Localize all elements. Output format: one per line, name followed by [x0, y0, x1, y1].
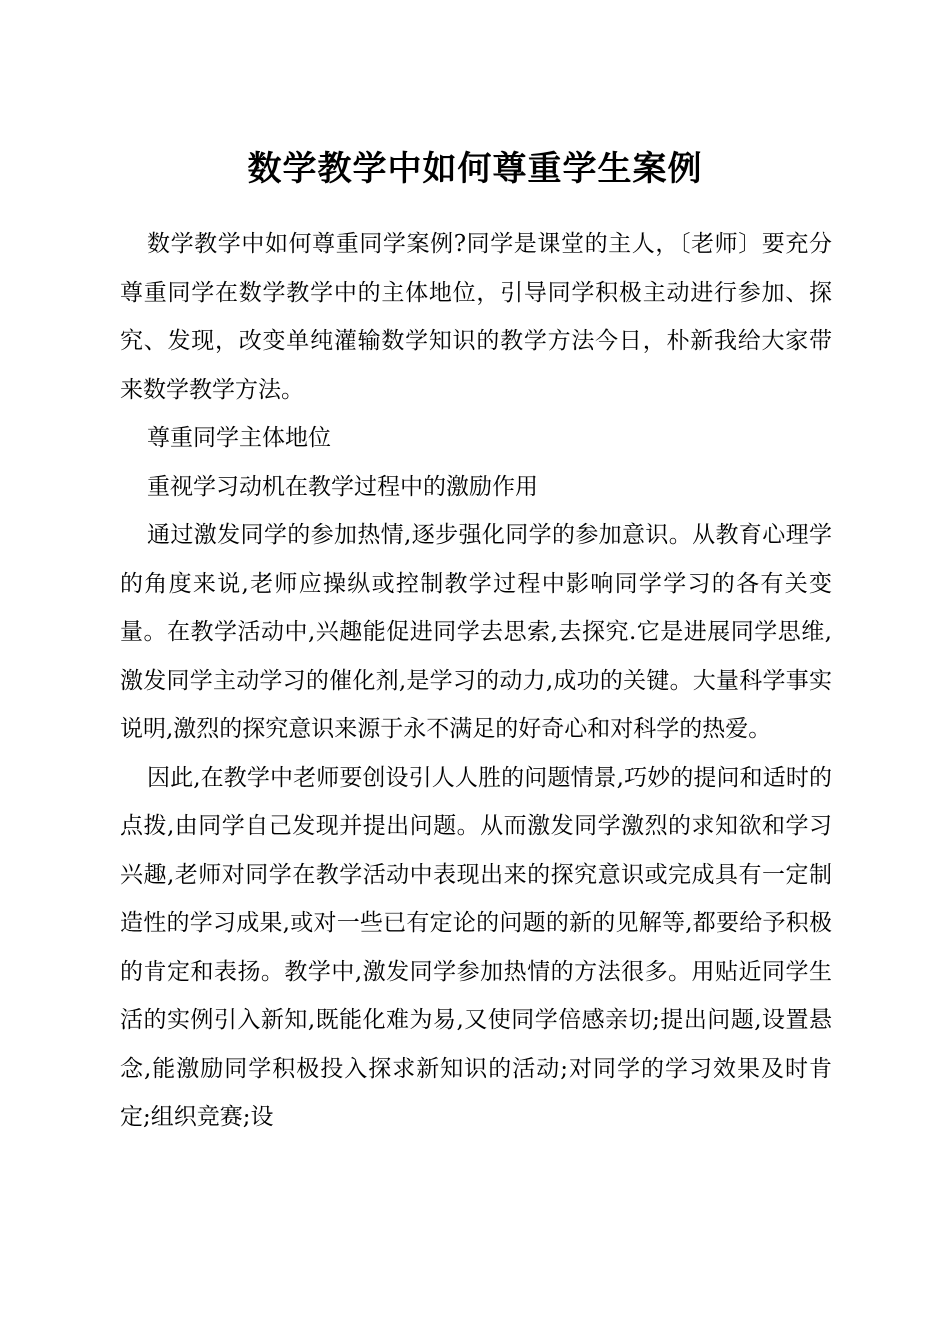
- paragraph-motivation: 通过激发同学的参加热情,逐步强化同学的参加意识。从教育心理学的角度来说,老师应操纵或控制教学过程中影响同学学习的各有关变量。在教学活动中,兴趣能促进同学去思索,去探究.它是进展同学思维,激发同学主动学习的催化剂,是学习的动力,成功的关键。大量科学事实说明,激烈的探究意识来源于永不满足的好奇心和对科学的热爱。: [120, 522, 832, 742]
- paragraph-methods: 因此,在教学中老师要创设引人人胜的问题情景,巧妙的提问和适时的点拨,由同学自己发现并提出问题。从而激发同学激烈的求知欲和学习兴趣,老师对同学在教学活动中表现出来的探究意识或完成具有一定制造性的学习成果,或对一些已有定论的问题的新的见解等,都要给予积极的肯定和表扬。教学中,激发同学参加热情的方法很多。用贴近同学生活的实例引入新知,既能化难为易,又使同学倍感亲切;提出问题,设置悬念,能激励同学积极投入探求新知识的活动;对同学的学习效果及时肯定;组织竞赛;设: [120, 764, 832, 1130]
- document-body: [120, 220, 832, 1142]
- paragraph-heading-respect: 尊重同学主体地位: [147, 425, 331, 451]
- paragraph-heading-motivation: 重视学习动机在教学过程中的激励作用: [147, 473, 538, 500]
- document-title: 数学教学中如何尊重学生案例: [247, 149, 703, 189]
- paragraph-intro: 数学教学中如何尊重同学案例?同学是课堂的主人，〔老师〕要充分尊重同学在数学教学中的主体地位，引导同学积极主动进行参加、探究、发现，改变单纯灌输数学知识的教学方法今日，朴新我给大家带来数学教学方法。: [120, 231, 832, 403]
